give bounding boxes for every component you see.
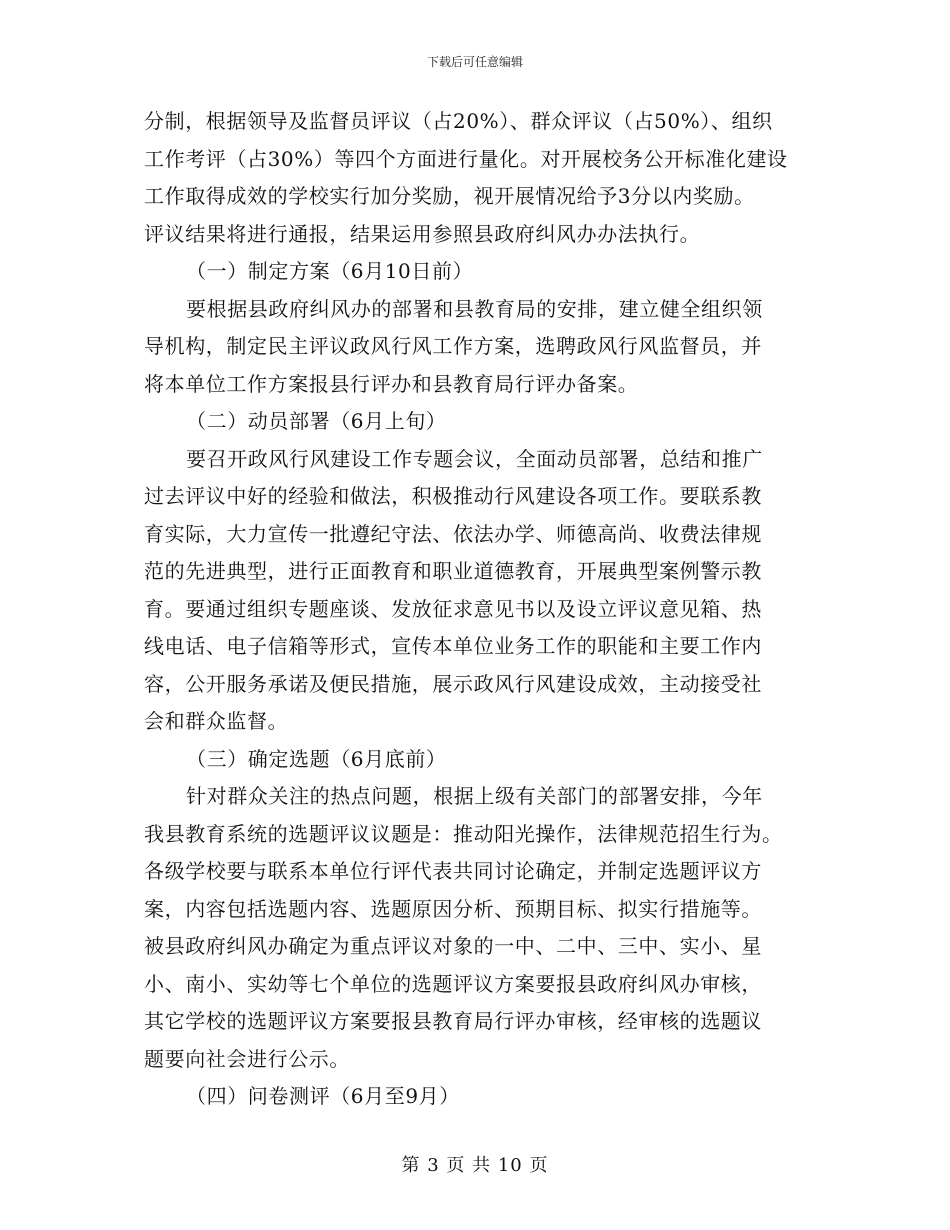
section-heading: （四）问卷测评（6月至9月）	[186, 1084, 460, 1108]
body-line: 其它学校的选题评议方案要报县教育局行评办审核，经审核的选题议	[144, 1009, 762, 1033]
section-heading: （三）确定选题（6月底前）	[186, 746, 447, 771]
document-body	[144, 103, 810, 1116]
body-line: 要召开政风行风建设工作专题会议，全面动员部署，总结和推广	[186, 446, 763, 471]
body-line: 被县政府纠风办确定为重点评议对象的一中、二中、三中、实小、星	[144, 934, 762, 958]
body-line: 范的先进典型，进行正面教育和职业道德教育，开展典型案例警示教	[144, 559, 762, 583]
body-line: 小、南小、实幼等七个单位的选题评议方案要报县政府纠风办审核，	[144, 971, 762, 996]
page-header: 下载后可任意编辑	[426, 55, 523, 69]
body-line: 过去评议中好的经验和做法，积极推动行风建设各项工作。要联系教	[144, 484, 762, 508]
body-line: 容，公开服务承诺及便民措施，展示政风行风建设成效，主动接受社	[144, 671, 762, 696]
body-line: 会和群众监督。	[144, 709, 289, 733]
body-line: 我县教育系统的选题评议议题是：推动阳光操作，法律规范招生行为。	[144, 821, 783, 846]
body-line: 线电话、电子信箱等形式，宣传本单位业务工作的职能和主要工作内	[144, 634, 762, 658]
body-line: 评议结果将进行通报，结果运用参照县政府纠风办办法执行。	[144, 221, 701, 246]
body-line: 要根据县政府纠风办的部署和县教育局的安排，建立健全组织领	[186, 296, 763, 321]
body-line: 工作取得成效的学校实行加分奖励，视开展情况给予3分以内奖励。	[144, 184, 755, 208]
body-line: 将本单位工作方案报县行评办和县教育局行评办备案。	[144, 371, 639, 396]
body-line: 工作考评（占30%）等四个方面进行量化。对开展校务公开标准化建设	[144, 146, 788, 171]
body-line: 分制，根据领导及监督员评议（占20%）、群众评议（占50%）、组织	[144, 109, 773, 133]
body-line: 题要向社会进行公示。	[144, 1046, 350, 1071]
page-number: 第 3 页 共 10 页	[401, 1155, 549, 1176]
section-heading: （一）制定方案（6月10日前）	[186, 259, 474, 283]
body-line: 针对群众关注的热点问题，根据上级有关部门的部署安排，今年	[186, 784, 763, 808]
section-heading: （二）动员部署（6月上旬）	[186, 409, 447, 433]
body-line: 案，内容包括选题内容、选题原因分析、预期目标、拟实行措施等。	[144, 896, 762, 921]
body-line: 育实际，大力宣传一批遵纪守法、依法办学、师德高尚、收费法律规	[144, 521, 762, 546]
body-line: 各级学校要与联系本单位行评代表共同讨论确定，并制定选题评议方	[144, 859, 762, 883]
body-line: 育。要通过组织专题座谈、发放征求意见书以及设立评议意见箱、热	[144, 596, 762, 621]
body-line: 导机构，制定民主评议政风行风工作方案，选聘政风行风监督员，并	[144, 334, 762, 358]
